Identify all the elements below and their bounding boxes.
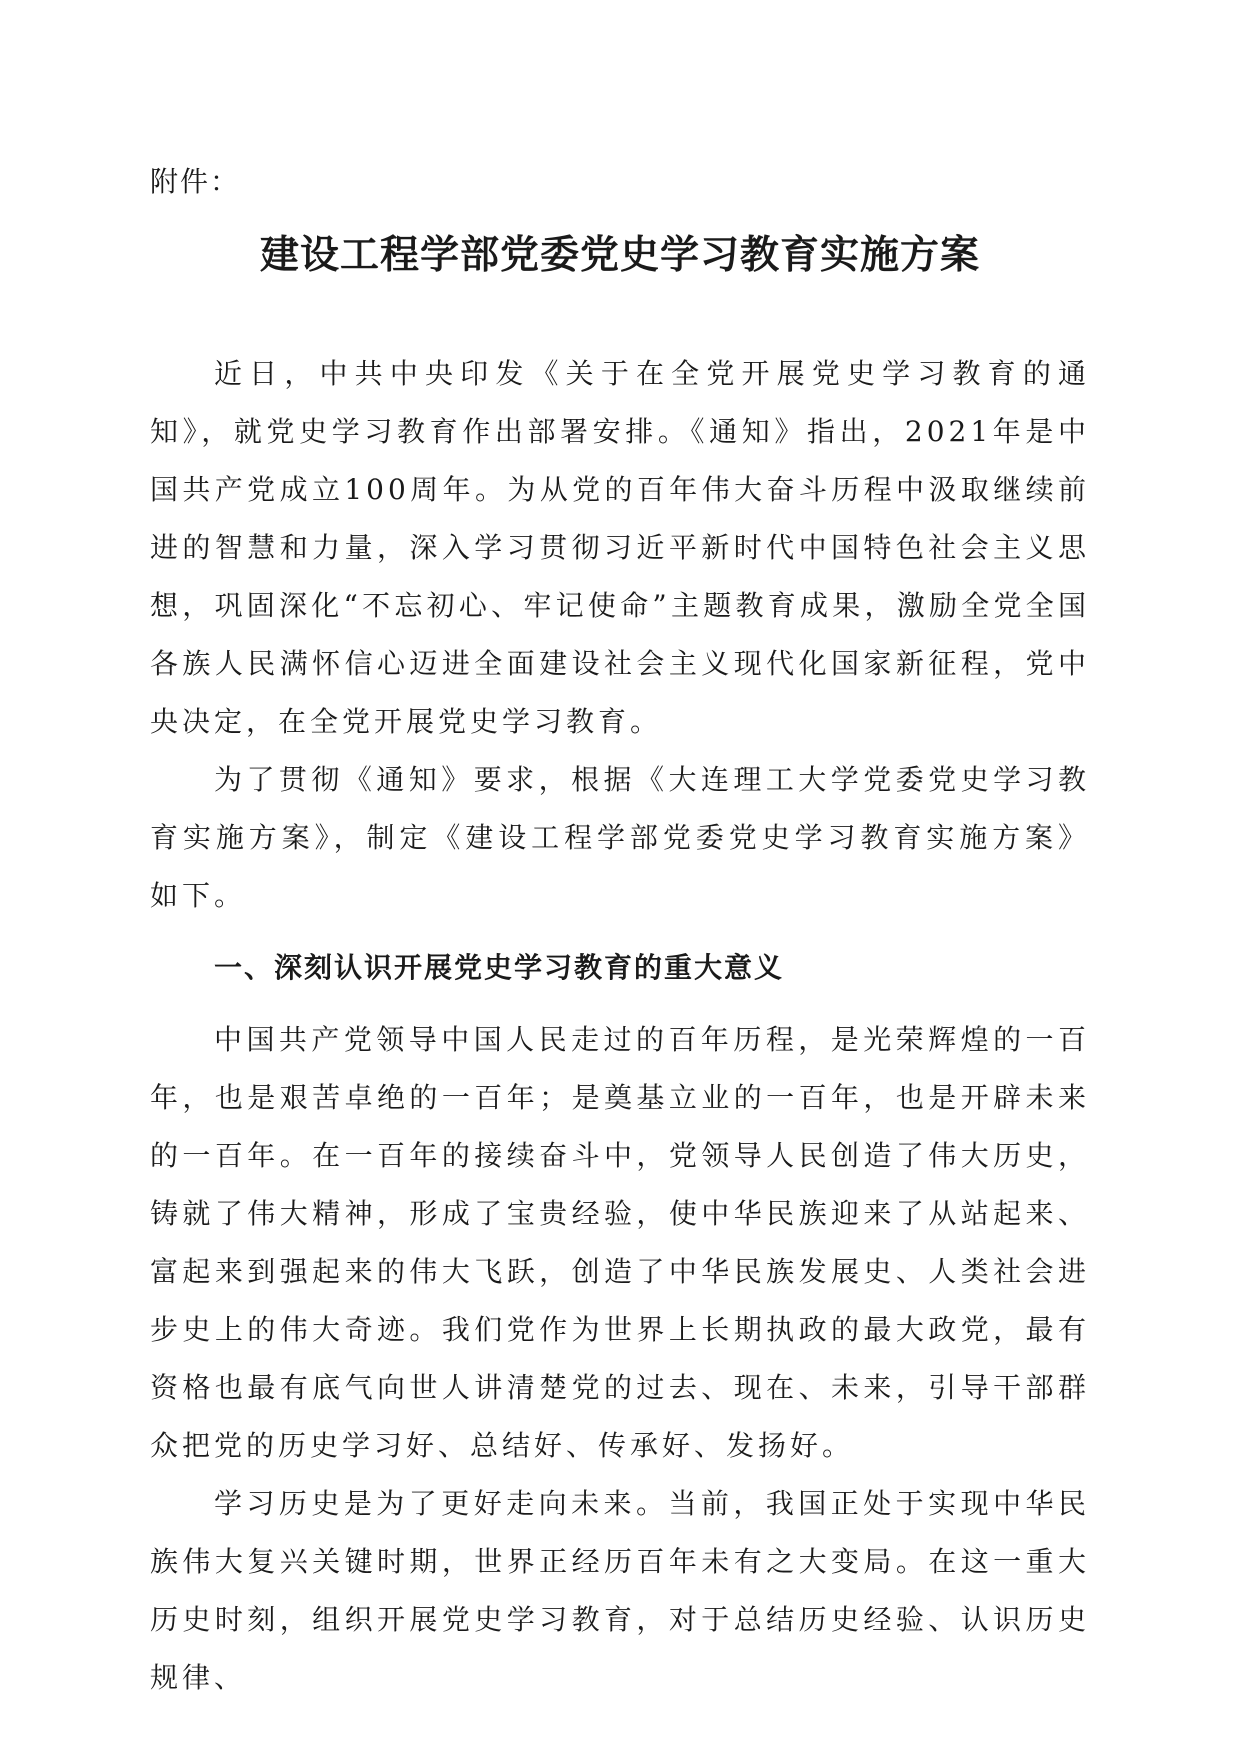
section-paragraph: 学习历史是为了更好走向未来。当前，我国正处于实现中华民族伟大复兴关键时期，世界正经历百年未有之大变局。在这一重大历史时刻，组织开展党史学习教育，对于总结历史经验、认识历史规律、 (150, 1487, 1090, 1694)
intro-paragraph: 近日，中共中央印发《关于在全党开展党史学习教育的通知》，就党史学习教育作出部署安排。《通知》指出，2021年是中国共产党成立100周年。为从党的百年伟大奋斗历程中汲取继续前进的智慧和力量，深入学习贯彻习近平新时代中国特色社会主义思想，巩固深化“不忘初心、牢记使命”主题教育成果，激励全党全国各族人民满怀信心迈进全面建设社会主义现代化国家新征程，党中央决定，在全党开展党史学习教育。 (150, 357, 1090, 738)
intro-paragraph: 为了贯彻《通知》要求，根据《大连理工大学党委党史学习教育实施方案》，制定《建设工程学部党委党史学习教育实施方案》如下。 (150, 763, 1090, 912)
section-heading: 一、深刻认识开展党史学习教育的重大意义 (214, 951, 785, 984)
document-body (150, 345, 1090, 1707)
document-title: 建设工程学部党委党史学习教育实施方案 (259, 233, 980, 278)
section-paragraph: 中国共产党领导中国人民走过的百年历程，是光荣辉煌的一百年，也是艰苦卓绝的一百年；是奠基立业的一百年，也是开辟未来的一百年。在一百年的接续奋斗中，党领导人民创造了伟大历史，铸就了伟大精神，形成了宝贵经验，使中华民族迎来了从站起来、富起来到强起来的伟大飞跃，创造了中华民族发展史、人类社会进步史上的伟大奇迹。我们党作为世界上长期执政的最大政党，最有资格也最有底气向世人讲清楚党的过去、现在、未来，引导干部群众把党的历史学习好、总结好、传承好、发扬好。 (150, 1023, 1090, 1462)
attachment-label: 附件： (150, 165, 241, 198)
